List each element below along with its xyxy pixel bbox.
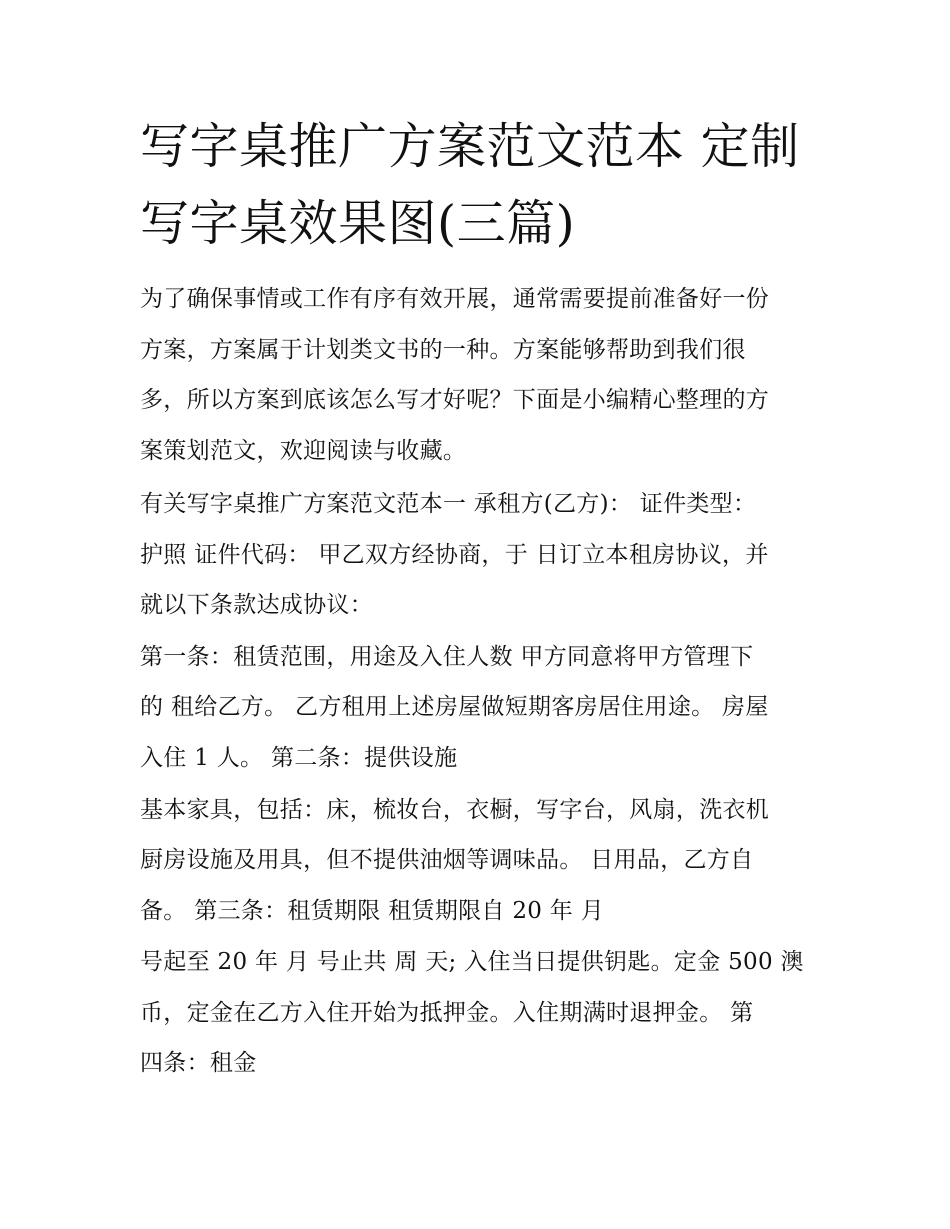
body-line: 为了确保事情或工作有序有效开展，通常需要提前准备好一份 [140, 286, 770, 312]
body-line: 方案，方案属于计划类文书的一种。方案能够帮助到我们很 [140, 337, 746, 363]
body-line: 护照 证件代码： 甲乙双方经协商，于 日订立本租房协议，并 [140, 542, 769, 568]
body-line: 四条：租金 [140, 1050, 257, 1076]
body-line: 币，定金在乙方入住开始为抵押金。入住期满时退押金。 第 [140, 1000, 754, 1026]
document-title-line-2: 写字桌效果图(三篇) [140, 195, 576, 252]
body-line: 基本家具，包括：床，梳妆台，衣橱，写字台，风扇，洗衣机 [140, 797, 770, 823]
body-line: 厨房设施及用具，但不提供油烟等调味品。 日用品，乙方自 [140, 847, 754, 873]
body-line: 第一条：租赁范围，用途及入住人数 甲方同意将甲方管理下 [140, 644, 754, 670]
body-line: 号起至 20 年 月 号止共 周 天; 入住当日提供钥匙。定金 500 澳 [140, 949, 804, 975]
body-line: 备。 第三条：租赁期限 租赁期限自 20 年 月 [140, 898, 605, 924]
body-line: 的 租给乙方。 乙方租用上述房屋做短期客房居住用途。 房屋 [140, 694, 769, 720]
body-line: 入住 1 人。 第二条：提供设施 [140, 745, 458, 771]
body-line: 有关写字桌推广方案范文范本一 承租方(乙方)： 证件类型： [140, 491, 757, 517]
body-line: 多，所以方案到底该怎么写才好呢？下面是小编精心整理的方 [140, 387, 770, 413]
document-title-line-1: 写字桌推广方案范文范本 定制 [140, 118, 800, 175]
body-line: 案策划范文，欢迎阅读与收藏。 [140, 438, 467, 464]
body-line: 就以下条款达成协议： [140, 592, 373, 618]
